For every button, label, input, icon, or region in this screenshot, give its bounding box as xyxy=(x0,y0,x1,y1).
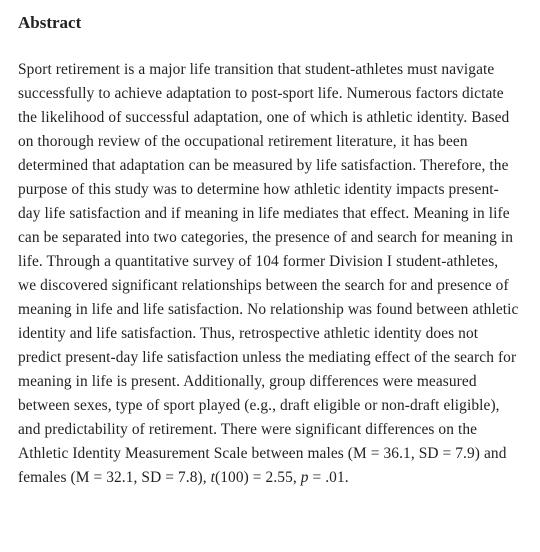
t-statistic-symbol: t xyxy=(210,469,216,486)
p-value-value: = .01. xyxy=(308,469,349,486)
abstract-heading: Abstract xyxy=(18,13,82,32)
abstract-main-text: Sport retirement is a major life transition that student-athletes must navigate successfully to achieve adaptation to post-sport life. Numerous factors dictate the likelihood of successful adaptation, one of which is athletic identity. Based on thorough review of the occupational retirement literature, it has been determined that adaptation can be measured by life satisfaction. Therefore, the purpose of this study was to determine how athletic identity impacts present-day life satisfaction and if meaning in life mediates that effect. Meaning in life can be separated into two categories, the presence of and search for meaning in life. Through a quantitative survey of 104 former Division I student-athletes, we discovered significant relationships between the search for and presence of meaning in life and life satisfaction. No relationship was found between athletic identity and life satisfaction. Thus, retrospective athletic identity does not predict present-day life satisfaction unless the mediating effect of the search for meaning in life is present. Additionally, group differences were measured between sexes, type of sport played (e.g., draft eligible or non-draft eligible), and predictability of retirement. There were significant differences on the Athletic Identity Measurement Scale between males (M = 36.1, SD = 7.9) and females (M = 32.1, SD = 7.8), xyxy=(18,61,519,486)
abstract-body xyxy=(18,58,520,490)
p-value-symbol: p xyxy=(300,469,309,486)
t-statistic-value: (100) = 2.55, xyxy=(215,469,301,486)
